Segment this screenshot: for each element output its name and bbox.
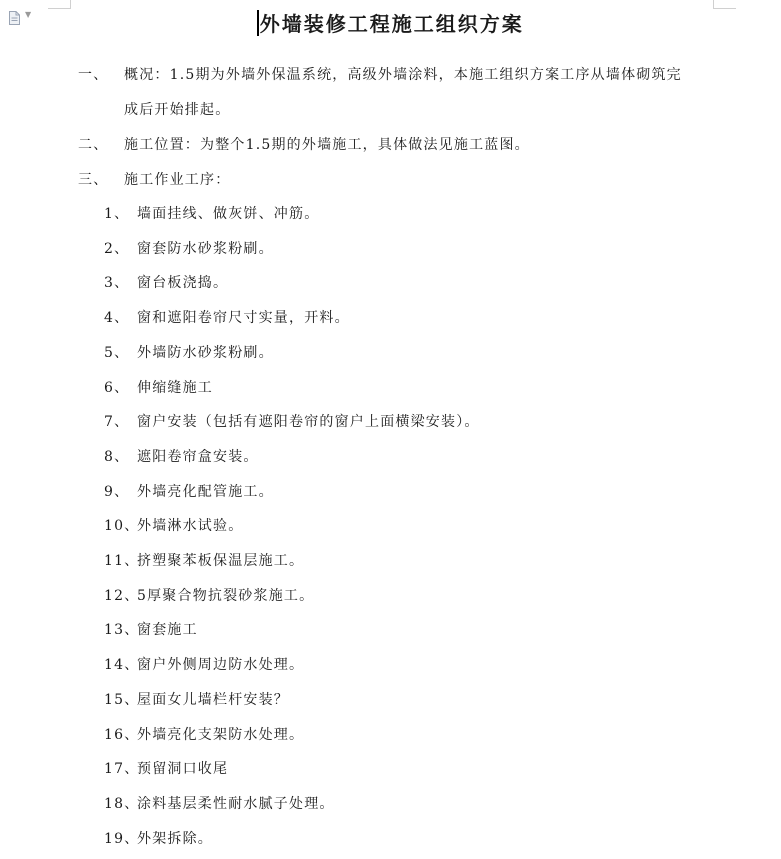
step-text: 遮阳卷帘盒安装。 <box>137 449 259 465</box>
step-text: 外墙防水砂浆粉刷。 <box>137 345 274 361</box>
chevron-down-icon[interactable]: ▼ <box>25 10 32 19</box>
step-text: 预留洞口收尾 <box>137 761 229 777</box>
step-number: 19、 <box>104 831 140 847</box>
step-text: 外墙亮化配管施工。 <box>137 484 274 500</box>
step-number: 13、 <box>104 622 140 638</box>
step-number: 7、 <box>104 414 130 430</box>
step-number: 1、 <box>104 206 130 222</box>
section-marker-3: 三、 <box>78 172 109 188</box>
step-text: 窗套防水砂浆粉刷。 <box>137 241 274 257</box>
step-number: 16、 <box>104 727 140 743</box>
section-text: 施工位置：为整个1.5期的外墙施工，具体做法见施工蓝图。 <box>124 137 530 153</box>
title-line <box>0 8 781 37</box>
step-number: 15、 <box>104 692 140 708</box>
step-number: 17、 <box>104 761 140 777</box>
step-number: 12、 <box>104 588 140 604</box>
step-text: 涂料基层柔性耐水腻子处理。 <box>137 796 335 812</box>
page-title: 外墙装修工程施工组织方案 <box>259 12 524 36</box>
section-marker-1: 一、 <box>78 67 109 83</box>
step-text: 窗台板浇捣。 <box>137 275 229 291</box>
step-text: 5厚聚合物抗裂砂浆施工。 <box>137 588 315 604</box>
step-number: 10、 <box>104 518 140 534</box>
section-text: 概况：1.5期为外墙外保温系统，高级外墙涂料，本施工组织方案工序从墙体砌筑完 <box>124 67 682 83</box>
step-text: 挤塑聚苯板保温层施工。 <box>137 553 305 569</box>
section-text-continuation: 成后开始排起。 <box>124 102 231 118</box>
section-text: 施工作业工序： <box>124 172 231 188</box>
step-text: 窗户外侧周边防水处理。 <box>137 657 305 673</box>
step-number: 9、 <box>104 484 130 500</box>
step-number: 18、 <box>104 796 140 812</box>
step-number: 3、 <box>104 275 130 291</box>
step-text: 窗套施工 <box>137 622 198 638</box>
step-number: 6、 <box>104 380 130 396</box>
step-text: 窗和遮阳卷帘尺寸实量，开料。 <box>137 310 350 326</box>
step-number: 14、 <box>104 657 140 673</box>
section-marker-2: 二、 <box>78 137 109 153</box>
step-number: 2、 <box>104 241 130 257</box>
step-number: 4、 <box>104 310 130 326</box>
step-text: 外墙淋水试验。 <box>137 518 244 534</box>
step-text: 伸缩缝施工 <box>137 380 213 396</box>
step-text: 外墙亮化支架防水处理。 <box>137 727 305 743</box>
step-text: 墙面挂线、做灰饼、冲筋。 <box>137 206 320 222</box>
step-text: 窗户安装（包括有遮阳卷帘的窗户上面横梁安装）。 <box>137 414 480 430</box>
text-cursor <box>257 10 259 36</box>
step-number: 8、 <box>104 449 130 465</box>
step-number: 5、 <box>104 345 130 361</box>
step-text: 外架拆除。 <box>137 831 213 847</box>
step-number: 11、 <box>104 553 140 569</box>
step-text: 屋面女儿墙栏杆安装？ <box>137 692 289 708</box>
